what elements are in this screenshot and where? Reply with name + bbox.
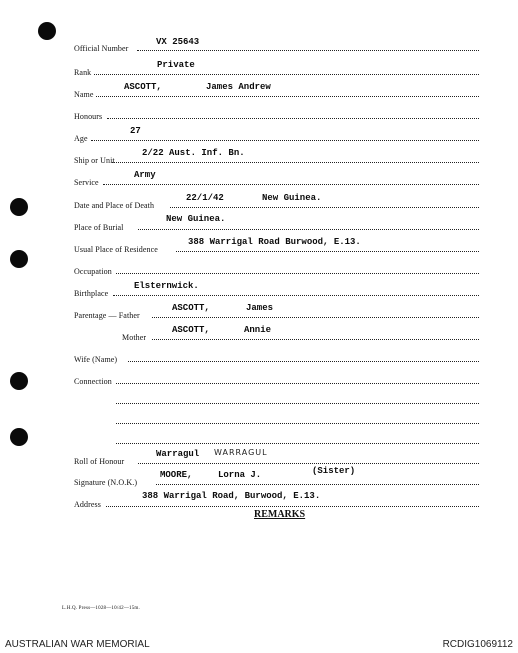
roll-of-honour-value: Warragul (156, 449, 200, 459)
dotted-line (116, 421, 479, 424)
footer-institution: AUSTRALIAN WAR MEMORIAL (5, 639, 150, 650)
age-value: 27 (130, 126, 141, 136)
birthplace-label: Birthplace (74, 289, 109, 298)
punch-hole-icon (10, 372, 28, 390)
signature-surname-value: MOORE, (160, 470, 193, 480)
occupation-row (74, 261, 112, 277)
address-value: 388 Warrigal Road, Burwood, E.13. (142, 491, 321, 501)
dotted-line (170, 205, 479, 208)
archive-footer (0, 637, 518, 653)
dotted-line (106, 504, 479, 507)
birthplace-row (74, 283, 108, 299)
rank-label: Rank (74, 68, 92, 77)
death-row (74, 195, 154, 211)
service-label: Service (74, 178, 99, 187)
dotted-line (116, 401, 479, 404)
death-date-value: 22/1/42 (186, 193, 224, 203)
punch-hole-icon (10, 428, 28, 446)
wife-label: Wife (Name) (74, 355, 118, 364)
ship-or-unit-value: 2/22 Aust. Inf. Bn. (142, 148, 245, 158)
dotted-line (152, 337, 479, 340)
roll-of-honour-label: Roll of Honour (74, 457, 125, 466)
death-place-value: New Guinea. (262, 193, 322, 203)
signature-relation-value: (Sister) (312, 466, 356, 476)
burial-label: Place of Burial (74, 223, 124, 232)
dotted-line (116, 271, 479, 274)
service-value: Army (134, 170, 156, 180)
honours-label: Honours (74, 112, 103, 121)
rank-row (74, 62, 91, 78)
roll-of-honour-handwritten: WARRAGUL (214, 448, 268, 457)
name-row (74, 84, 94, 100)
name-label: Name (74, 90, 94, 99)
dotted-line (156, 482, 479, 485)
dotted-line (138, 461, 479, 464)
dotted-line (176, 249, 479, 252)
roll-of-honour-row (74, 451, 124, 467)
address-row (74, 494, 101, 510)
printer-imprint: L.H.Q. Press—1028—10/42—15m. (62, 606, 140, 611)
occupation-label: Occupation (74, 267, 112, 276)
connection-row (74, 371, 112, 387)
residence-row (74, 239, 158, 255)
connection-label: Connection (74, 377, 112, 386)
rank-value: Private (157, 60, 195, 70)
punch-hole-icon (10, 198, 28, 216)
dotted-line (91, 138, 479, 141)
burial-row (74, 217, 123, 233)
service-row (74, 172, 99, 188)
dotted-line (116, 381, 479, 384)
residence-value: 388 Warrigal Road Burwood, E.13. (188, 237, 361, 247)
signature-row (74, 472, 137, 488)
age-label: Age (74, 134, 88, 143)
mother-given-value: Annie (244, 325, 272, 335)
punch-hole-icon (10, 250, 28, 268)
ship-or-unit-row (74, 150, 115, 166)
dotted-line (113, 293, 479, 296)
dotted-line (138, 227, 479, 230)
parentage-father-label: Parentage — Father (74, 311, 140, 320)
dotted-line (94, 72, 479, 75)
wife-row (74, 349, 117, 365)
age-row (74, 128, 88, 144)
dotted-line (112, 160, 479, 163)
mother-surname-value: ASCOTT, (172, 325, 210, 335)
official-number-value: VX 25643 (156, 37, 200, 47)
dotted-line (96, 94, 479, 97)
punch-hole-icon (38, 22, 56, 40)
mother-row (122, 327, 146, 343)
parentage-row (74, 305, 140, 321)
name-surname-value: ASCOTT, (124, 82, 162, 92)
dotted-line (116, 441, 479, 444)
burial-value: New Guinea. (166, 214, 226, 224)
ship-or-unit-label: Ship or Unit (74, 156, 115, 165)
official-number-label: Official Number (74, 44, 129, 53)
name-given-value: James Andrew (206, 82, 271, 92)
residence-label: Usual Place of Residence (74, 245, 158, 254)
mother-label: Mother (122, 333, 147, 342)
signature-given-value: Lorna J. (218, 470, 262, 480)
honours-row (74, 106, 102, 122)
father-given-value: James (246, 303, 274, 313)
dotted-line (107, 116, 479, 119)
dotted-line (128, 359, 479, 362)
dotted-line (137, 48, 479, 51)
address-label: Address (74, 500, 101, 509)
official-number-row (74, 38, 128, 54)
dotted-line (103, 182, 479, 185)
signature-label: Signature (N.O.K.) (74, 478, 138, 487)
death-label: Date and Place of Death (74, 201, 155, 210)
birthplace-value: Elsternwick. (134, 281, 199, 291)
remarks-heading: REMARKS (254, 509, 306, 520)
father-surname-value: ASCOTT, (172, 303, 210, 313)
footer-record-id: RCDIG1069112 (442, 639, 513, 650)
dotted-line (152, 315, 479, 318)
